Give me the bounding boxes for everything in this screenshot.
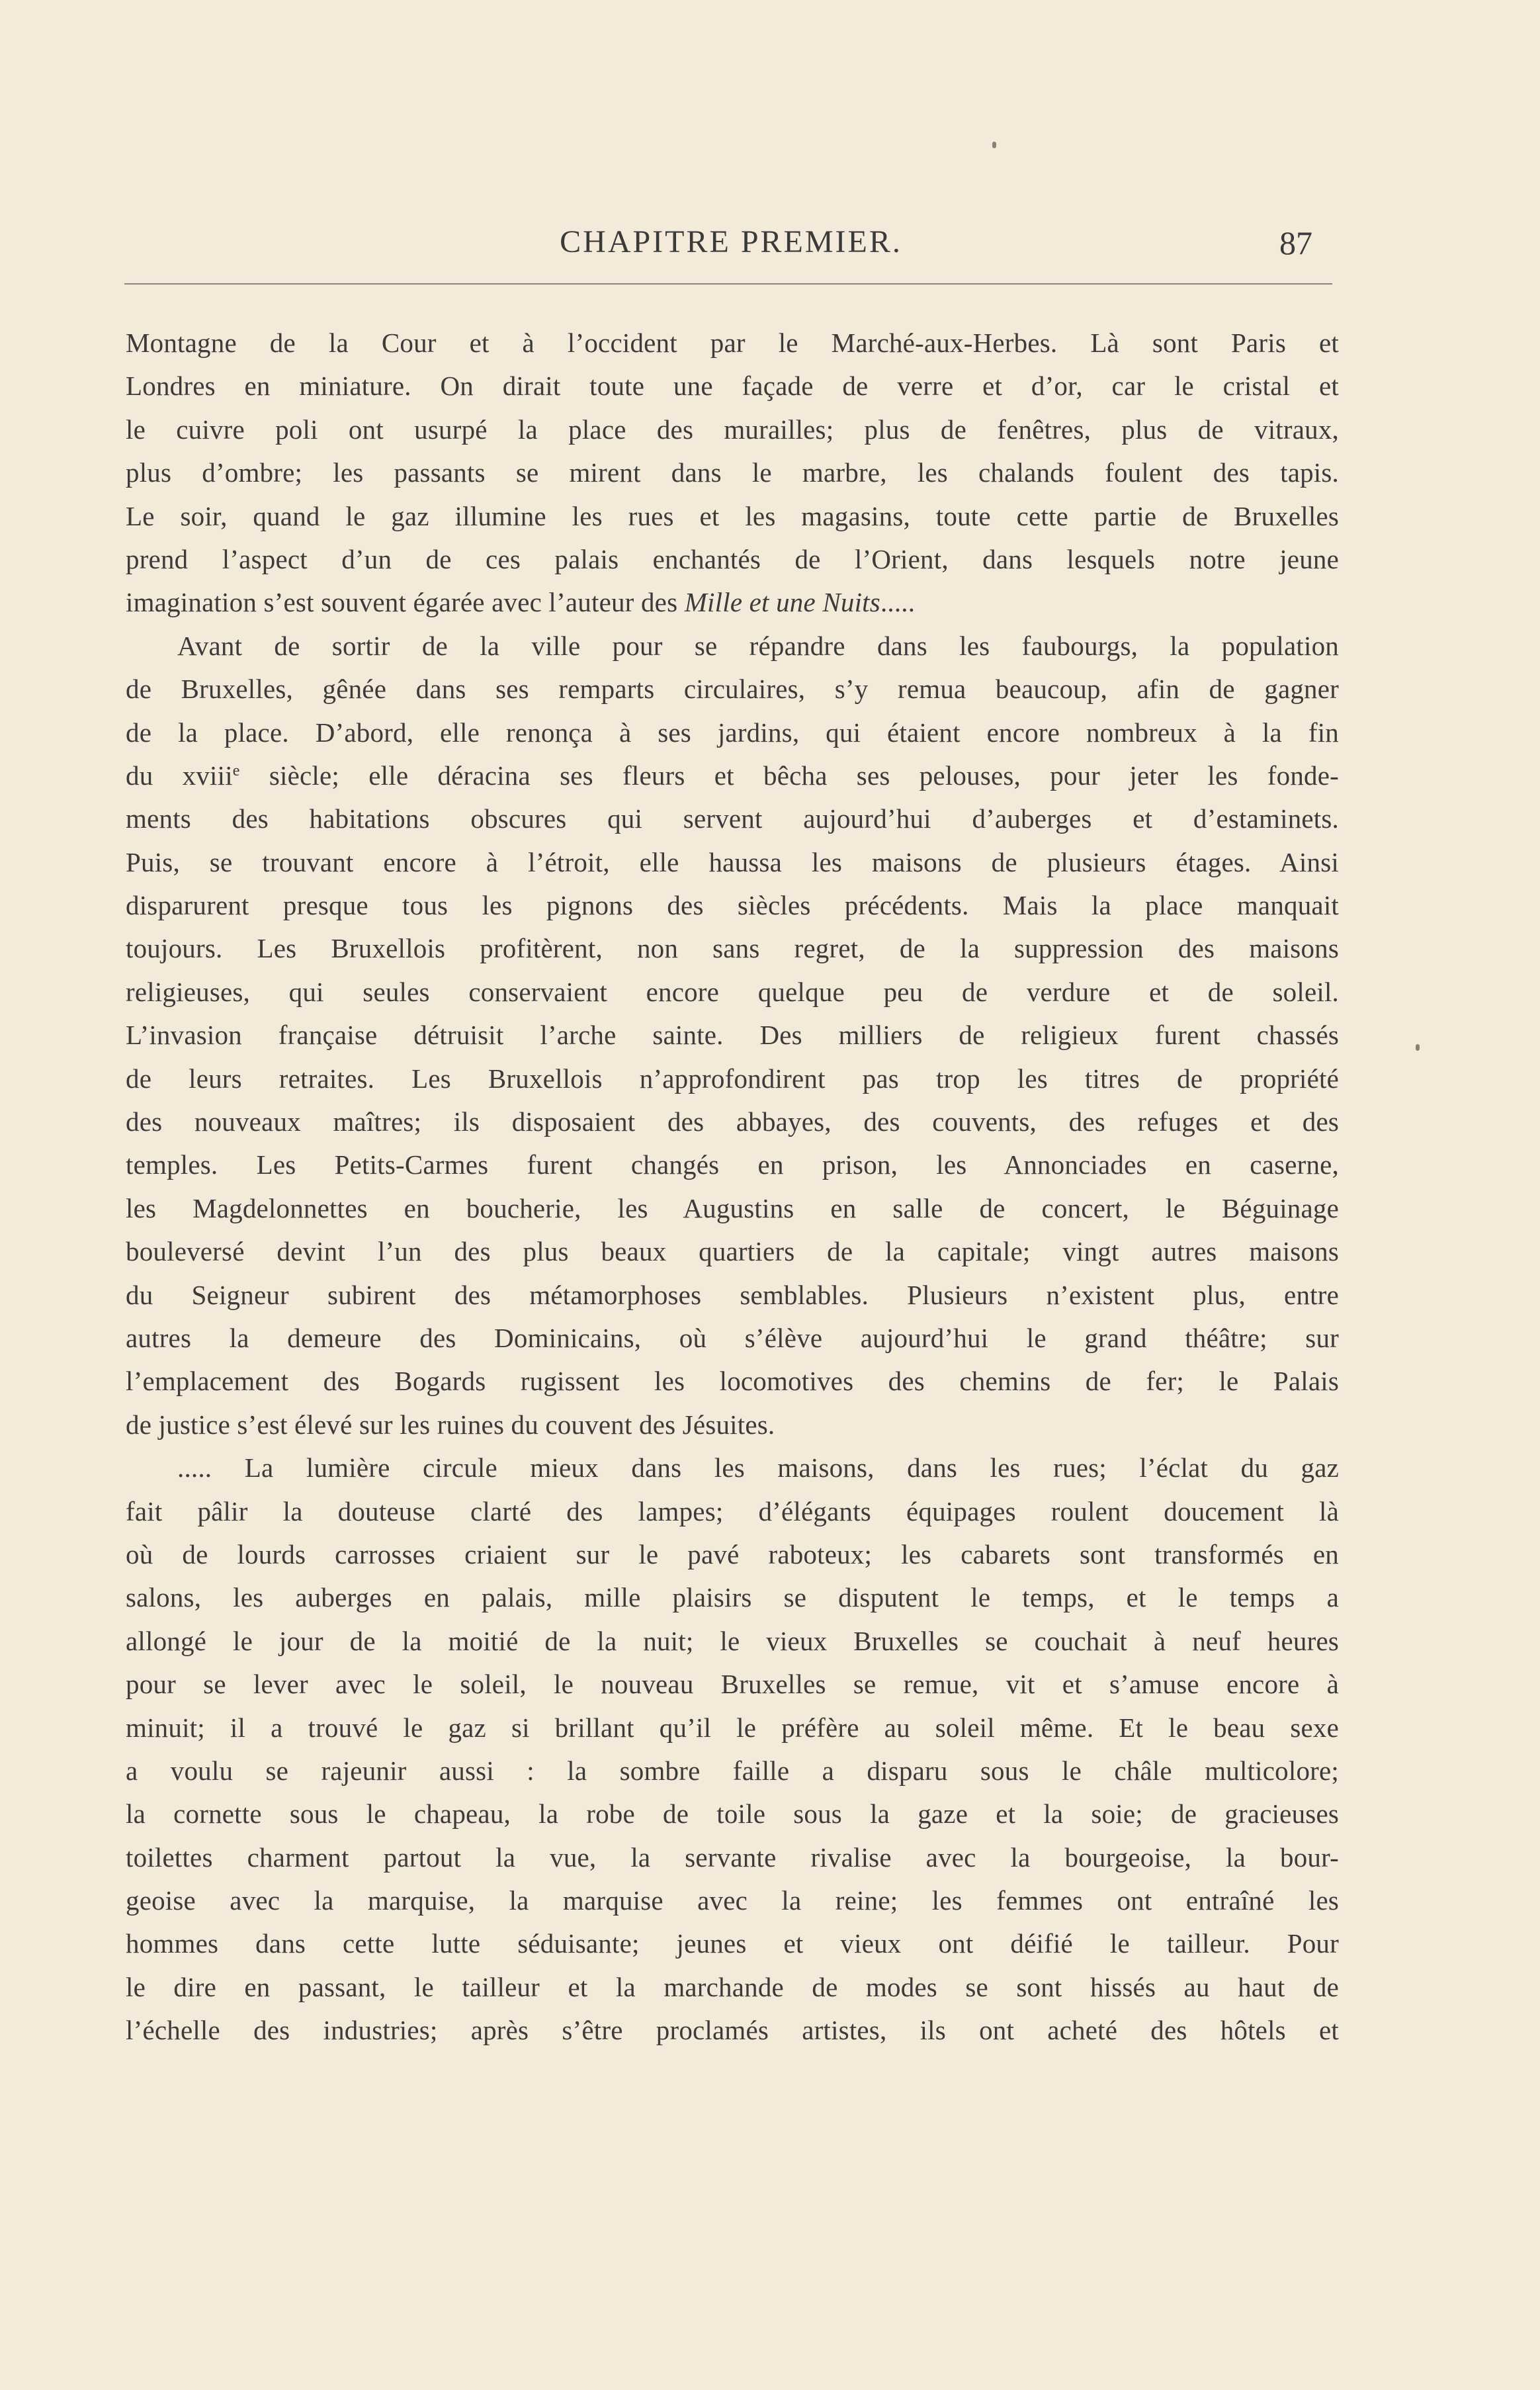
text-line: allongé le jour de la moitié de la nuit; le vieux Bruxelles se couchait à neuf heures [126,1625,1339,1656]
text-line: la cornette sous le chapeau, la robe de toile sous la gaze et la soie; de gracieuses [126,1798,1339,1830]
text-line: les Magdelonnettes en boucherie, les Augustins en salle de concert, le Béguinage [126,1192,1339,1223]
header-rule [124,283,1332,285]
text-line: Puis, se trouvant encore à l’étroit, elle haussa les maisons de plusieurs étages. Ainsi [126,846,1339,877]
text-line: autres la demeure des Dominicains, où s’élève aujourd’hui le grand théâtre; sur [126,1322,1339,1353]
text-line: de la place. D’abord, elle renonça à ses jardins, qui étaient encore nombreux à la fin [126,717,1339,748]
text-line: a voulu se rajeunir aussi : la sombre faille a disparu sous le châle multicolore; [126,1755,1339,1786]
text-fragment: siècle; elle déracina ses fleurs et bêcha ses pelouses, pour jeter les fonde- [269,760,1339,791]
text-line: temples. Les Petits-Carmes furent changés en prison, les Annonciades en caserne, [126,1149,1339,1180]
text-line: des nouveaux maîtres; ils disposaient des abbayes, des couvents, des refuges et des [126,1106,1339,1137]
ellipsis: ..... [880,587,916,618]
text-line: Montagne de la Cour et à l’occident par le Marché-aux-Herbes. Là sont Paris et [126,328,1339,358]
page-number: 87 [1279,224,1312,261]
text-line: de leurs retraites. Les Bruxellois n’approfondirent pas trop les titres de propriété [126,1063,1339,1094]
text-line: le cuivre poli ont usurpé la place des murailles; plus de fenêtres, plus de vitraux, [126,414,1339,445]
text-line: disparurent presque tous les pignons des siècles précédents. Mais la place manquait [126,890,1339,921]
superscript: e [232,762,240,779]
book-title: Mille et une Nuits [684,587,880,618]
text-line: plus d’ombre; les passants se mirent dans le marbre, les chalands foulent des tapis. [126,457,1339,488]
text-line: de Bruxelles, gênée dans ses remparts circulaires, s’y remua beaucoup, afin de gagner [126,674,1339,705]
text-line: de justice s’est élevé sur les ruines du couvent des Jésuites. [126,1409,775,1440]
text-line [126,581,1339,624]
text-line: Le soir, quand le gaz illumine les rues et les magasins, toute cette partie de Bruxelles [126,500,1339,531]
text-line: religieuses, qui seules conservaient encore quelque peu de verdure et de soleil. [126,976,1339,1007]
text-line [126,754,1339,797]
text-line: minuit; il a trouvé le gaz si brillant qu’il le préfère au soleil même. Et le beau sexe [126,1712,1339,1743]
text-line: ments des habitations obscures qui servent aujourd’hui d’auberges et d’estaminets. [126,803,1339,834]
body-text [126,322,1339,2053]
text-line: fait pâlir la douteuse clarté des lampes; d’élégants équipages roulent doucement là [126,1495,1339,1527]
text-line: hommes dans cette lutte séduisante; jeunes et vieux ont déifié le tailleur. Pour [126,1928,1339,1959]
ink-speck [992,142,996,148]
text-line: ..... La lumière circule mieux dans les maisons, dans les rues; l’éclat du gaz [177,1452,1339,1483]
text-line: salons, les auberges en palais, mille plaisirs se disputent le temps, et le temps a [126,1582,1339,1613]
text-fragment: du xviii [126,760,233,791]
text-line: geoise avec la marquise, la marquise avec la reine; les femmes ont entraîné les [126,1885,1339,1916]
text-line: où de lourds carrosses criaient sur le pavé raboteux; les cabarets sont transformés en [126,1538,1339,1570]
text-line: l’emplacement des Bogards rugissent les locomotives des chemins de fer; le Palais [126,1366,1339,1397]
ink-speck [1416,1044,1420,1051]
running-head [126,224,1336,277]
text-line: bouleversé devint l’un des plus beaux quartiers de la capitale; vingt autres maisons [126,1236,1339,1267]
text-line: Londres en miniature. On dirait toute une façade de verre et d’or, car le cristal et [126,371,1339,402]
text-line: du Seigneur subirent des métamorphoses semblables. Plusieurs n’existent plus, entre [126,1279,1339,1310]
text-line: prend l’aspect d’un de ces palais enchantés de l’Orient, dans lesquels notre jeune [126,543,1339,574]
text-line: le dire en passant, le tailleur et la marchande de modes se sont hissés au haut de [126,1971,1339,2002]
text-fragment: imagination s’est souvent égarée avec l’auteur des [126,587,678,618]
chapter-title: CHAPITRE PREMIER. [560,224,902,259]
text-line: toujours. Les Bruxellois profitèrent, non sans regret, de la suppression des maisons [126,933,1339,964]
text-line: Avant de sortir de la ville pour se répandre dans les faubourgs, la population [177,630,1339,661]
text-line: toilettes charment partout la vue, la servante rivalise avec la bourgeoise, la bour- [126,1841,1339,1873]
text-line: l’échelle des industries; après s’être proclamés artistes, ils ont acheté des hôtels et [126,2015,1339,2046]
text-line: L’invasion française détruisit l’arche sainte. Des milliers de religieux furent chassés [126,1020,1339,1051]
text-line: pour se lever avec le soleil, le nouveau Bruxelles se remue, vit et s’amuse encore à [126,1669,1339,1700]
